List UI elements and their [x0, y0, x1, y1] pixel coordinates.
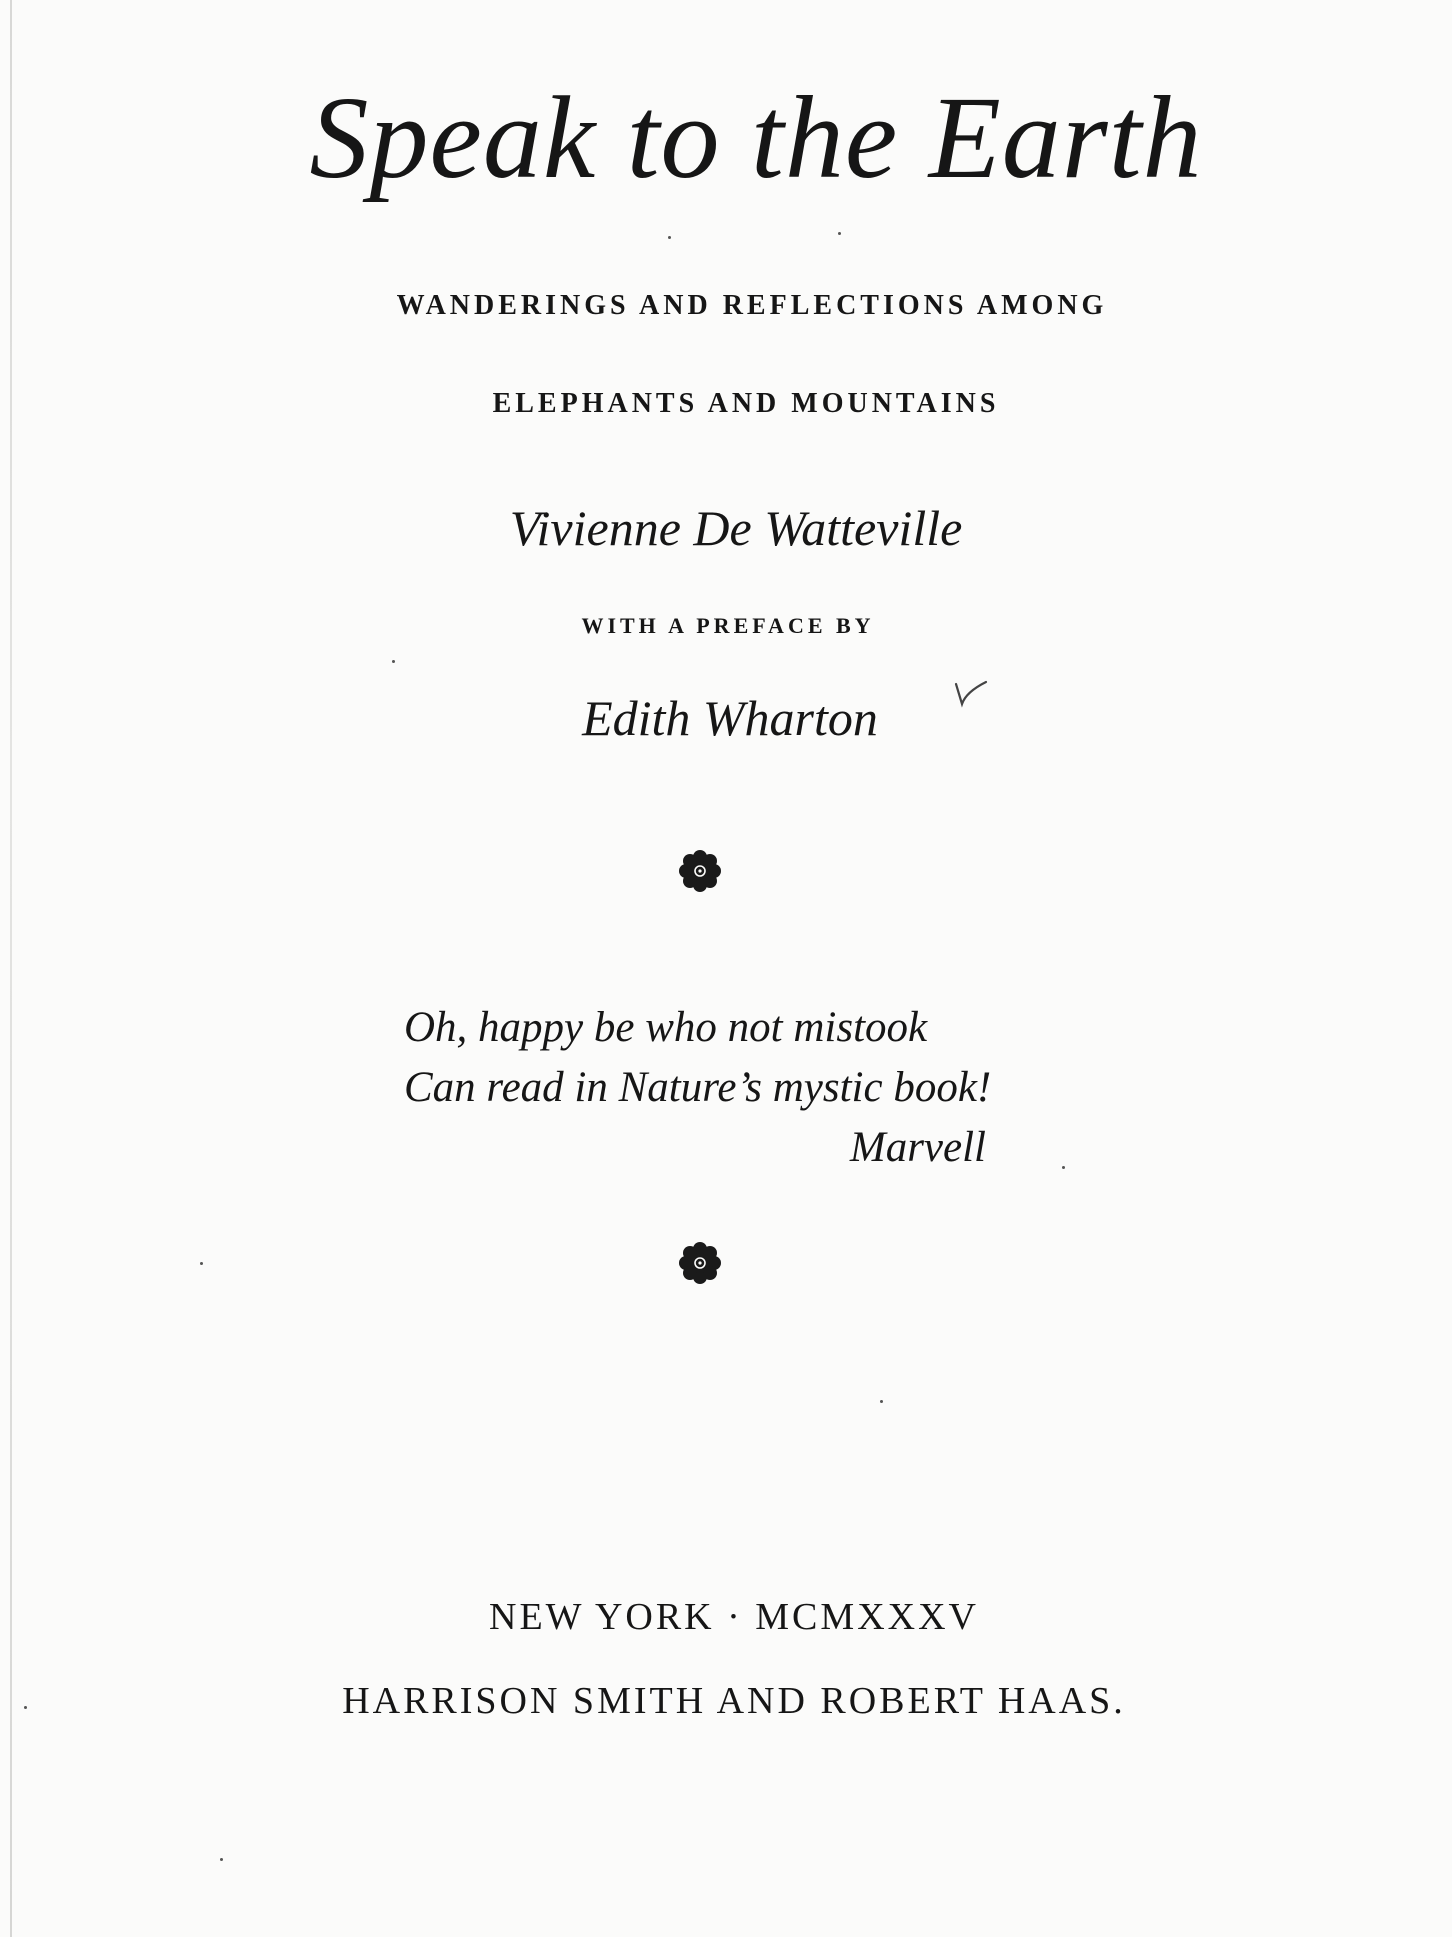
paper-speck [220, 1858, 223, 1861]
imprint-place-year: NEW YORK · MCMXXXV [489, 1596, 979, 1638]
floral-ornament-icon [677, 848, 723, 894]
epigraph-line-2: Can read in Nature’s mystic book! [404, 1064, 992, 1111]
subtitle-line-1: WANDERINGS AND REFLECTIONS AMONG [396, 290, 1108, 321]
floral-ornament-icon [677, 1240, 723, 1286]
preface-author-name: Edith Wharton [582, 690, 878, 746]
paper-speck [200, 1262, 203, 1265]
pencil-check-mark-icon [952, 678, 992, 718]
paper-speck [24, 1706, 27, 1709]
paper-speck [668, 236, 671, 239]
subtitle-line-2: ELEPHANTS AND MOUNTAINS [492, 388, 1000, 419]
paper-speck [1062, 1166, 1065, 1169]
paper-speck [880, 1400, 883, 1403]
book-title: Speak to the Earth [309, 72, 1203, 203]
paper-speck [392, 660, 395, 663]
preface-label: WITH A PREFACE BY [581, 613, 875, 638]
epigraph-attribution: Marvell [849, 1124, 986, 1171]
imprint-publisher: HARRISON SMITH AND ROBERT HAAS. [342, 1680, 1126, 1722]
page-edge-shadow [10, 0, 12, 1937]
paper-speck [838, 232, 841, 235]
epigraph-line-1: Oh, happy be who not mistook [404, 1004, 928, 1051]
author-name: Vivienne De Watteville [509, 500, 963, 556]
